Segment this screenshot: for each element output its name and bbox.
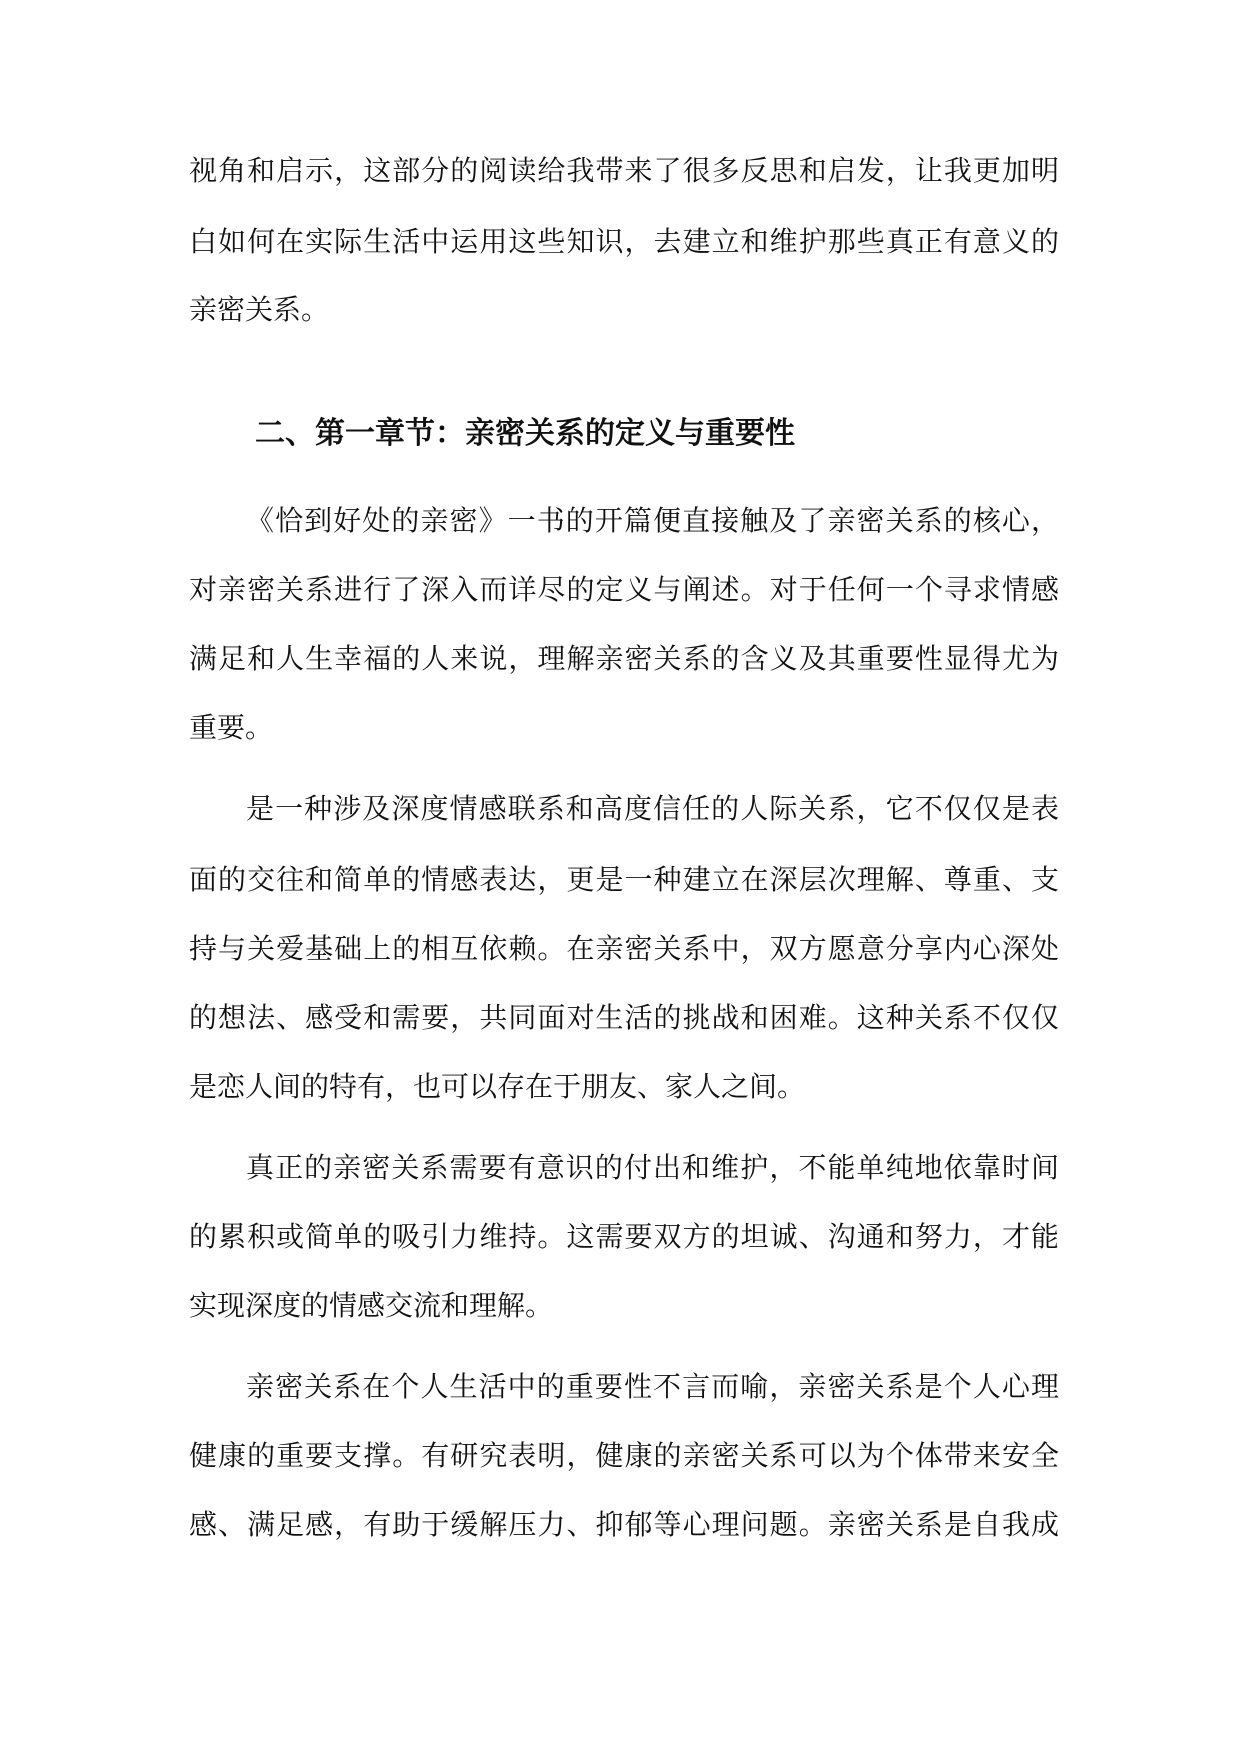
paragraph-line: 感、满足感，有助于缓解压力、抑郁等心理问题。亲密关系是自我成 — [189, 1508, 1059, 1541]
paragraph-line: 是恋人间的特有，也可以存在于朋友、家人之间。 — [189, 1070, 806, 1103]
section-heading: 二、第一章节：亲密关系的定义与重要性 — [255, 416, 795, 451]
paragraph-line: 是一种涉及深度情感联系和高度信任的人际关系，它不仅仅是表 — [246, 792, 1059, 825]
paragraph-line: 的想法、感受和需要，共同面对生活的挑战和困难。这种关系不仅仅 — [189, 1001, 1059, 1034]
paragraph-line: 满足和人生幸福的人来说，理解亲密关系的含义及其重要性显得尤为 — [189, 642, 1059, 675]
paragraph-line: 对亲密关系进行了深入而详尽的定义与阐述。对于任何一个寻求情感 — [189, 573, 1059, 606]
paragraph-line: 亲密关系在个人生活中的重要性不言而喻，亲密关系是个人心理 — [246, 1370, 1059, 1403]
paragraph-line: 白如何在实际生活中运用这些知识，去建立和维护那些真正有意义的 — [189, 225, 1059, 258]
paragraph-line: 真正的亲密关系需要有意识的付出和维护，不能单纯地依靠时间 — [246, 1151, 1059, 1184]
paragraph-line: 持与关爱基础上的相互依赖。在亲密关系中，双方愿意分享内心深处 — [189, 932, 1059, 965]
paragraph-line: 面的交往和简单的情感表达，更是一种建立在深层次理解、尊重、支 — [189, 863, 1059, 896]
paragraph-line: 的累积或简单的吸引力维持。这需要双方的坦诚、沟通和努力，才能 — [189, 1220, 1059, 1253]
paragraph-line: 健康的重要支撑。有研究表明，健康的亲密关系可以为个体带来安全 — [189, 1439, 1059, 1472]
paragraph-line: 亲密关系。 — [189, 293, 330, 326]
paragraph-line: 《恰到好处的亲密》一书的开篇便直接触及了亲密关系的核心， — [246, 504, 1059, 537]
paragraph-line: 重要。 — [189, 711, 274, 744]
paragraph-line: 视角和启示，这部分的阅读给我带来了很多反思和启发，让我更加明 — [189, 154, 1059, 187]
paragraph-line: 实现深度的情感交流和理解。 — [189, 1289, 554, 1322]
